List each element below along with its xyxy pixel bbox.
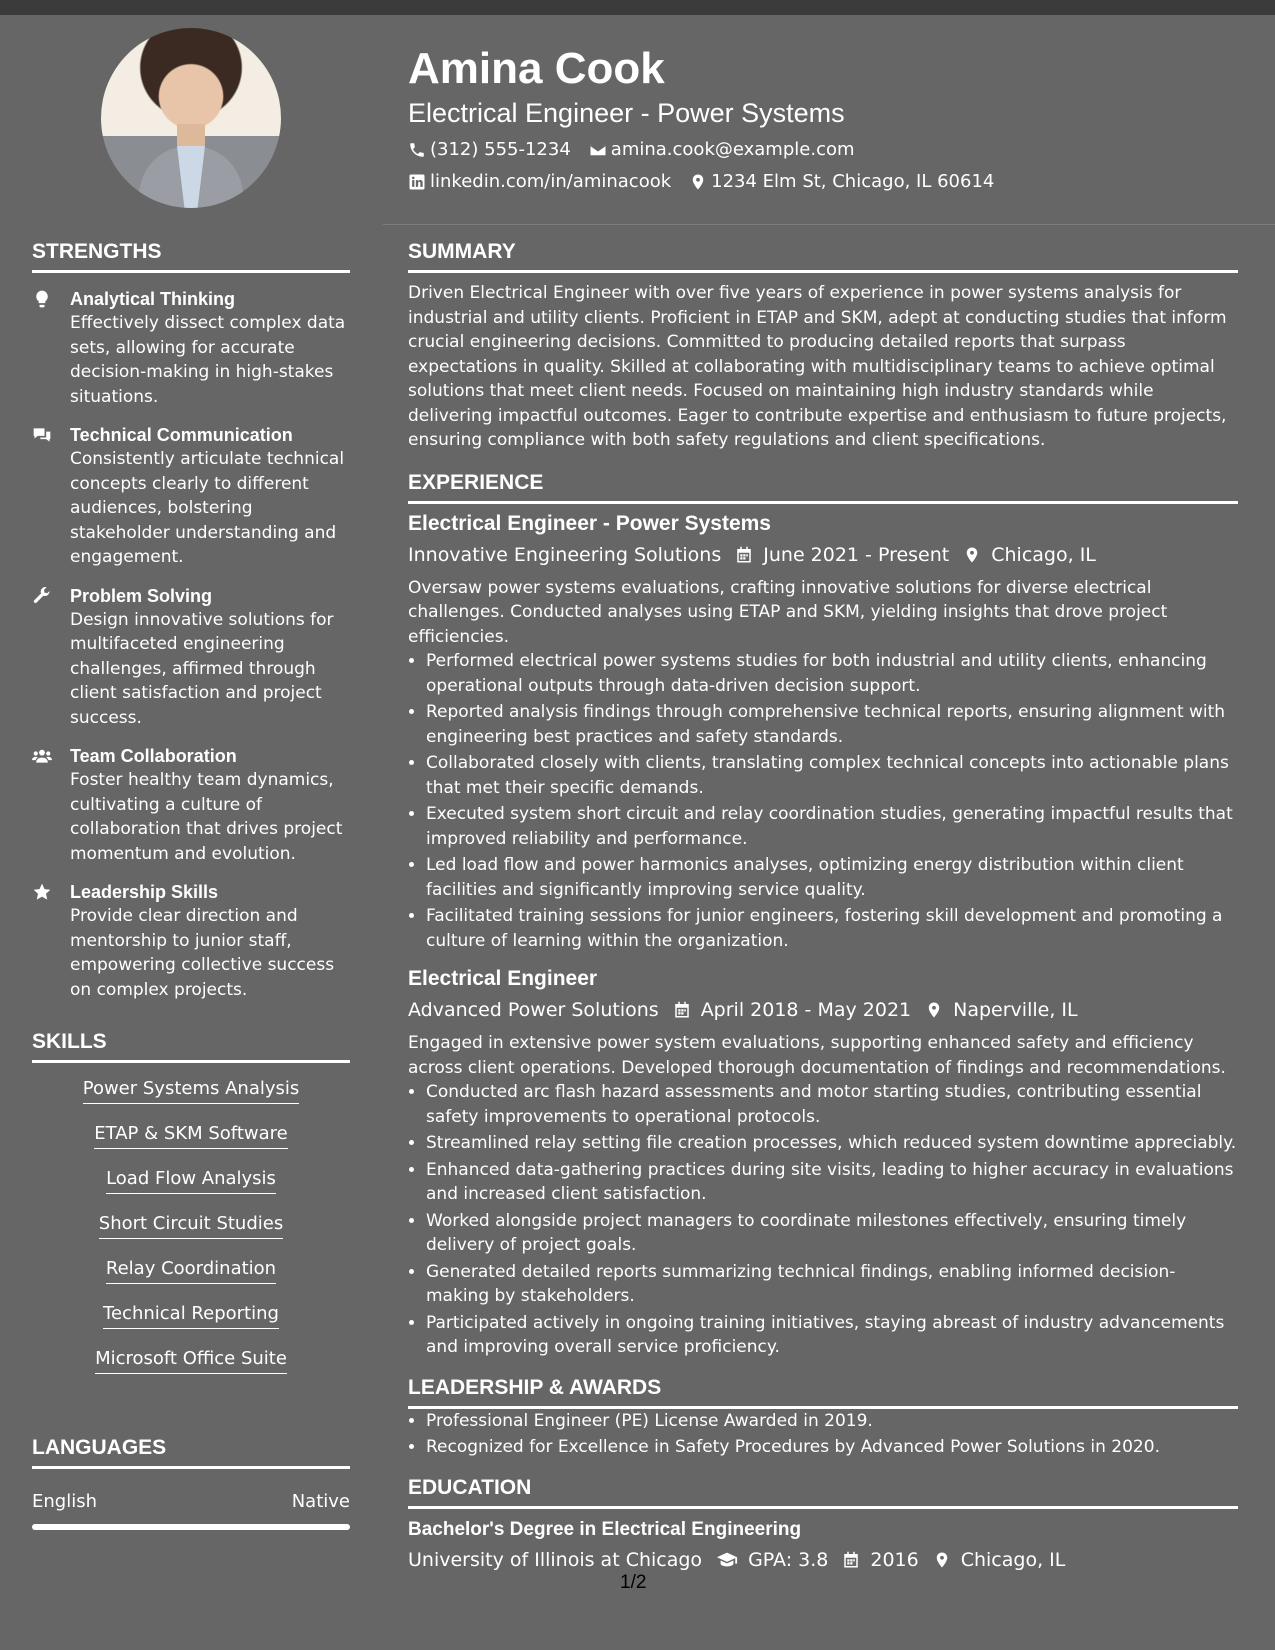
- contact-row-1: [408, 139, 1238, 161]
- job-bullet: • Worked alongside project managers to coordinate milestones effectively, ensuring timely delivery of project goals.: [426, 1209, 1238, 1258]
- sidebar: [32, 238, 350, 1530]
- skill-item: ETAP & SKM Software: [94, 1122, 287, 1149]
- education-year: 2016: [870, 1548, 919, 1571]
- phone-icon: [408, 141, 426, 159]
- skills-heading: SKILLS: [32, 1028, 350, 1063]
- job-bullet: • Led load flow and power harmonics analyses, optimizing energy distribution within client facilities and significantly improving service quality.: [426, 853, 1238, 902]
- strength-title: Team Collaboration: [70, 746, 237, 766]
- leadership-list: [408, 1409, 1238, 1460]
- phone-text: (312) 555-1234: [430, 139, 571, 160]
- candidate-name: Amina Cook: [408, 44, 665, 93]
- summary-heading: SUMMARY: [408, 238, 1238, 273]
- star-icon: [32, 882, 52, 902]
- calendar-icon: [842, 1551, 860, 1569]
- education-gpa: GPA: 3.8: [748, 1548, 829, 1571]
- map-marker-icon: [963, 546, 981, 564]
- language-level-bar: [32, 1524, 350, 1530]
- job-bullets: [408, 1080, 1238, 1360]
- map-marker-icon: [689, 173, 707, 191]
- education-heading: EDUCATION: [408, 1474, 1238, 1509]
- linkedin-contact[interactable]: [408, 171, 671, 193]
- email-contact[interactable]: [589, 139, 855, 161]
- calendar-icon: [673, 1001, 691, 1019]
- job-entry: [408, 965, 1238, 1360]
- job-bullet: • Conducted arc flash hazard assessments and motor starting studies, contributing essential safety improvements to operational protocols.: [426, 1080, 1238, 1129]
- job-bullet: • Participated actively in ongoing training initiatives, staying abreast of industry advancements and improving overall service proficiency.: [426, 1311, 1238, 1360]
- lightbulb-icon: [32, 289, 52, 309]
- main-content: [408, 238, 1238, 1573]
- strength-title: Analytical Thinking: [70, 289, 236, 309]
- job-company: Innovative Engineering Solutions: [408, 543, 722, 566]
- job-meta: [408, 997, 1238, 1023]
- strength-desc: Design innovative solutions for multifaceted engineering challenges, affirmed through client satisfaction and project success.: [70, 609, 334, 728]
- job-dates: April 2018 - May 2021: [700, 999, 912, 1021]
- profile-photo: [101, 28, 281, 208]
- leadership-item: • Professional Engineer (PE) License Awarded in 2019.: [426, 1409, 1238, 1434]
- strength-title: Problem Solving: [70, 585, 213, 606]
- job-description: Engaged in extensive power system evaluations, supporting enhanced safety and efficiency across client operations. Developed thorough documentation of findings and recommendations.: [408, 1033, 1226, 1078]
- job-location: Naperville, IL: [953, 999, 1078, 1021]
- map-marker-icon: [933, 1551, 951, 1569]
- job-location: Chicago, IL: [991, 543, 1096, 566]
- email-text[interactable]: amina.cook@example.com: [610, 139, 855, 160]
- language-level: Native: [291, 1491, 350, 1512]
- job-bullet: • Generated detailed reports summarizing technical findings, enabling informed decision-making by stakeholders.: [426, 1260, 1238, 1309]
- address-text: 1234 Elm St, Chicago, IL 60614: [711, 171, 995, 192]
- top-bar: [0, 0, 1275, 15]
- skill-item: Technical Reporting: [103, 1302, 279, 1329]
- contact-row-2: [408, 171, 1238, 193]
- skills-list: [32, 1077, 350, 1392]
- job-dates: June 2021 - Present: [763, 543, 950, 566]
- summary-text: Driven Electrical Engineer with over five years of experience in power systems analysis for industrial and utility clients. Proficient in ETAP and SKM, adept at conducting studies that inform crucial engineering decisions. Committed to producing detailed reports that surpass expectations in quality. Skilled at collaborating with multidisciplinary teams to achieve optimal solutions that meet client needs. Focused on maintaining high industry standards while delivering impactful outcomes. Eager to contribute expertise and enthusiasm to future projects, ensuring compliance with both safety regulations and client specifications.: [408, 283, 1227, 450]
- strength-item: [32, 423, 350, 570]
- skill-item: Relay Coordination: [106, 1257, 276, 1284]
- job-title: Electrical Engineer: [408, 967, 598, 990]
- strength-desc: Consistently articulate technical concepts clearly to different audiences, bolstering stakeholder understanding and engagement.: [70, 449, 345, 567]
- strength-desc: Provide clear direction and mentorship to junior staff, empowering collective success on complex projects.: [70, 906, 335, 1000]
- map-marker-icon: [925, 1001, 943, 1019]
- strength-title: Technical Communication: [70, 425, 293, 445]
- skill-item: Power Systems Analysis: [83, 1077, 300, 1104]
- resume-header: [408, 42, 1238, 193]
- comments-icon: [32, 425, 52, 445]
- job-bullet: • Facilitated training sessions for junior engineers, fostering skill development and promoting a culture of learning within the organization.: [426, 904, 1238, 953]
- languages-heading: LANGUAGES: [32, 1434, 350, 1469]
- page-number: 1/2: [620, 1572, 647, 1593]
- job-company: Advanced Power Solutions: [408, 999, 659, 1021]
- job-bullet: • Executed system short circuit and relay coordination studies, generating impactful results that improved reliability and performance.: [426, 802, 1238, 851]
- graduation-cap-icon: [716, 1549, 738, 1571]
- language-item: [32, 1490, 350, 1514]
- header-divider: [383, 224, 1275, 225]
- job-bullet: • Reported analysis findings through comprehensive technical reports, ensuring alignment with engineering best practices and safety standards.: [426, 700, 1238, 749]
- strength-desc: Effectively dissect complex data sets, allowing for accurate decision-making in high-stakes situations.: [70, 313, 346, 407]
- job-bullet: • Streamlined relay setting file creation processes, which reduced system downtime appreciably.: [426, 1131, 1238, 1156]
- job-description: Oversaw power systems evaluations, crafting innovative solutions for diverse electrical challenges. Conducted analyses using ETAP and SKM, yielding insights that drove project efficiencies.: [408, 577, 1168, 647]
- job-bullet: • Enhanced data-gathering practices during site visits, leading to higher accuracy in evaluations and increased client satisfaction.: [426, 1158, 1238, 1207]
- strengths-heading: STRENGTHS: [32, 238, 350, 273]
- job-bullet: • Performed electrical power systems studies for both industrial and utility clients, enhancing operational outputs through data-driven decision support.: [426, 649, 1238, 698]
- strength-desc: Foster healthy team dynamics, cultivating a culture of collaboration that drives project momentum and evolution.: [70, 770, 343, 864]
- phone-contact: [408, 139, 571, 161]
- leadership-heading: LEADERSHIP & AWARDS: [408, 1374, 1238, 1409]
- envelope-icon: [589, 141, 607, 159]
- job-bullet: • Collaborated closely with clients, translating complex technical concepts into actionable plans that met their specific demands.: [426, 751, 1238, 800]
- experience-heading: EXPERIENCE: [408, 469, 1238, 504]
- skill-item: Microsoft Office Suite: [95, 1347, 287, 1374]
- leadership-item: • Recognized for Excellence in Safety Procedures by Advanced Power Solutions in 2020.: [426, 1435, 1238, 1460]
- skill-item: Short Circuit Studies: [99, 1212, 283, 1239]
- job-entry: [408, 510, 1238, 954]
- education-meta: [408, 1547, 1238, 1573]
- job-title: Electrical Engineer - Power Systems: [408, 511, 771, 535]
- address-contact: [689, 171, 994, 193]
- skill-item: Load Flow Analysis: [106, 1167, 276, 1194]
- strength-title: Leadership Skills: [70, 882, 219, 902]
- job-bullets: [408, 649, 1238, 953]
- strength-item: [32, 287, 350, 409]
- linkedin-icon: [408, 173, 426, 191]
- candidate-title: Electrical Engineer - Power Systems: [408, 98, 845, 128]
- linkedin-text[interactable]: linkedin.com/in/aminacook: [430, 171, 672, 192]
- calendar-icon: [735, 546, 753, 564]
- strength-item: [32, 880, 350, 1002]
- job-meta: [408, 542, 1238, 568]
- education-degree: Bachelor's Degree in Electrical Engineering: [408, 1518, 802, 1540]
- wrench-icon: [32, 586, 52, 606]
- strength-item: [32, 744, 350, 866]
- education-location: Chicago, IL: [960, 1548, 1066, 1571]
- education-school: University of Illinois at Chicago: [408, 1548, 703, 1571]
- language-name: English: [32, 1491, 97, 1512]
- users-icon: [32, 746, 52, 766]
- strength-item: [32, 584, 350, 731]
